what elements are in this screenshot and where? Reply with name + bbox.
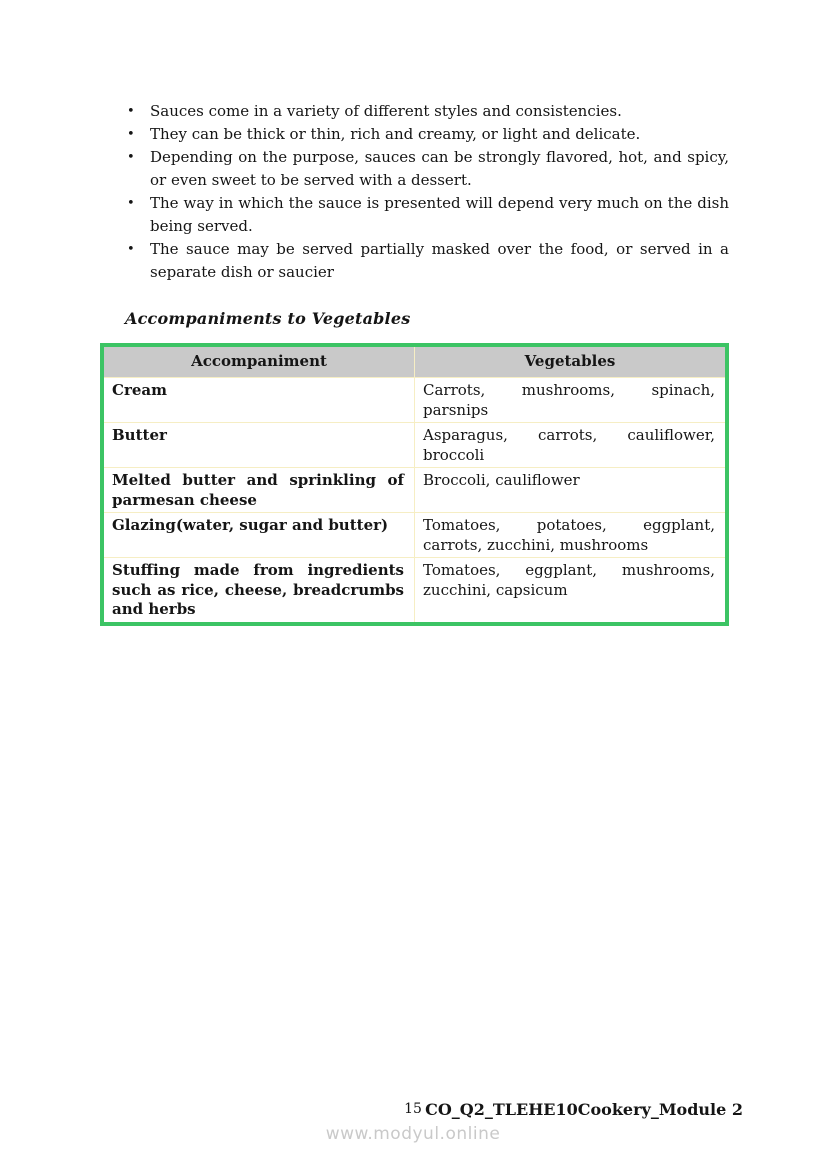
footer-module-label: CO_Q2_TLEHE10Cookery_Module 2	[425, 1100, 743, 1119]
list-item	[100, 146, 729, 192]
table-row	[102, 513, 727, 558]
table-row	[102, 558, 727, 624]
table-row	[102, 423, 727, 468]
bullet-text: They can be thick or thin, rich and creamy, or light and delicate.	[150, 125, 641, 143]
bullet-text: The way in which the sauce is presented will depend very much on the dish being served.	[150, 194, 729, 235]
table-row	[102, 378, 727, 423]
list-item	[100, 100, 729, 123]
list-item	[100, 238, 729, 284]
column-header-accompaniment: Accompaniment	[102, 345, 415, 378]
page-content	[100, 100, 729, 626]
table-row	[102, 468, 727, 513]
watermark-text: www.modyul.online	[325, 1124, 501, 1144]
accompaniment-cell: Butter	[102, 423, 415, 468]
column-header-vegetables: Vegetables	[415, 345, 728, 378]
vegetables-cell: Tomatoes, potatoes, eggplant, carrots, zucchini, mushrooms	[415, 513, 728, 558]
section-heading: Accompaniments to Vegetables	[125, 309, 411, 328]
vegetables-cell: Broccoli, cauliflower	[415, 468, 728, 513]
table-header-row	[102, 345, 727, 378]
bullet-icon: •	[127, 104, 135, 119]
bullet-icon: •	[127, 127, 135, 142]
bullet-text: Depending on the purpose, sauces can be strongly flavored, hot, and spicy, or even sweet to be served with a dessert.	[150, 148, 729, 189]
bullet-icon: •	[127, 242, 135, 257]
sauce-bullet-list	[100, 100, 729, 284]
bullet-icon: •	[127, 196, 135, 211]
page-number: 15	[404, 1101, 422, 1117]
accompaniment-cell: Cream	[102, 378, 415, 423]
bullet-text: The sauce may be served partially masked over the food, or served in a separate dish or saucier	[150, 240, 729, 281]
accompaniment-cell: Melted butter and sprinkling of parmesan cheese	[102, 468, 415, 513]
accompaniments-table	[100, 343, 729, 626]
list-item	[100, 123, 729, 146]
list-item	[100, 192, 729, 238]
bullet-icon: •	[127, 150, 135, 165]
vegetables-cell: Tomatoes, eggplant, mushrooms, zucchini, capsicum	[415, 558, 728, 624]
vegetables-cell: Carrots, mushrooms, spinach, parsnips	[415, 378, 728, 423]
accompaniment-cell: Stuffing made from ingredients such as rice, cheese, breadcrumbs and herbs	[102, 558, 415, 624]
vegetables-cell: Asparagus, carrots, cauliflower, broccoli	[415, 423, 728, 468]
accompaniment-cell: Glazing(water, sugar and butter)	[102, 513, 415, 558]
bullet-text: Sauces come in a variety of different styles and consistencies.	[150, 102, 622, 120]
